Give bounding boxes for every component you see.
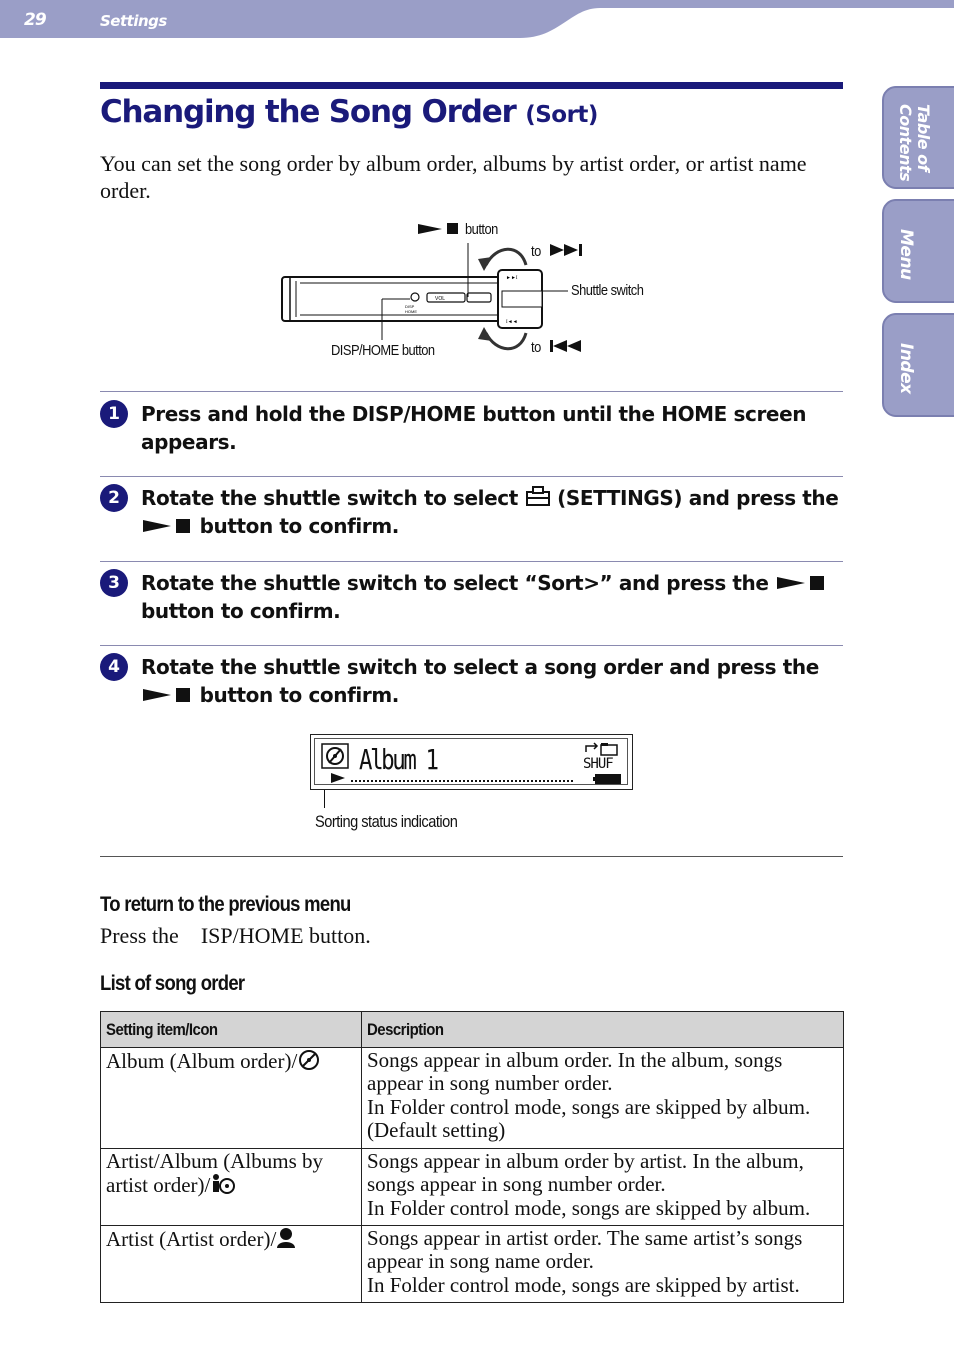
description-line: Songs appear in artist order. The same artist’s songs appear in song name order. xyxy=(367,1225,803,1273)
home-text: HOME xyxy=(405,309,417,314)
return-heading: To return to the previous menu xyxy=(100,893,351,916)
description-cell xyxy=(362,1047,844,1148)
description-line: (Default setting) xyxy=(367,1118,506,1142)
step-divider xyxy=(100,391,843,392)
step-text xyxy=(141,569,843,625)
to-next-label: to xyxy=(531,243,541,260)
return-body: Press the ISP/HOME button. xyxy=(100,923,371,948)
step-divider xyxy=(100,645,843,646)
tab-label: Index xyxy=(896,343,916,394)
description-line: In Folder control mode, songs are skipped by artist. xyxy=(367,1272,800,1297)
step-divider xyxy=(100,561,843,562)
player-display xyxy=(310,734,633,790)
column-header: Description xyxy=(362,1012,844,1048)
tab-label: Menu xyxy=(896,229,916,280)
device-diagram xyxy=(270,215,690,375)
page-number: 29 xyxy=(24,10,46,30)
step-text xyxy=(141,484,843,540)
song-order-table xyxy=(100,1011,844,1303)
table-header-row xyxy=(101,1012,844,1048)
page-title-main: Changing the Song Order xyxy=(100,94,516,130)
section-divider xyxy=(100,856,843,857)
page-title-sub: (Sort) xyxy=(525,102,598,128)
artist-icon xyxy=(276,1227,296,1249)
description-line: In Folder control mode, songs are skipped by album. xyxy=(367,1195,811,1220)
progress-bar xyxy=(331,772,581,784)
to-prev-label: to xyxy=(531,339,541,356)
step-text-a: Rotate the shuttle switch to select “Sort>” and press the xyxy=(141,571,769,595)
description-line: In Folder control mode, songs are skipped by album. xyxy=(367,1094,811,1119)
step-text xyxy=(141,653,843,709)
description-cell xyxy=(362,1225,844,1302)
description-line: Songs appear in album order by artist. In the album, songs appear in song number order. xyxy=(367,1148,804,1196)
disp-home-button-label: DISP/HOME button xyxy=(331,342,435,359)
step-text-c: button to confirm. xyxy=(199,514,399,538)
step-text-a: Rotate the shuttle switch to select a song order and press the xyxy=(141,655,819,679)
setting-item-cell xyxy=(101,1225,362,1302)
album-icon xyxy=(297,1049,321,1071)
shuttle-switch-label: Shuttle switch xyxy=(571,282,644,299)
tab-label: Table of Contents xyxy=(896,104,933,182)
play-stop-icon xyxy=(141,517,193,535)
setting-item-label: Album (Album order)/ xyxy=(106,1048,298,1073)
section-name: Settings xyxy=(100,12,167,30)
step-text-b: button to confirm. xyxy=(141,599,341,623)
step-divider xyxy=(100,476,843,477)
play-stop-button-label: button xyxy=(465,221,498,238)
intro-text: You can set the song order by album order, albums by artist order, or artist name order. xyxy=(100,151,807,203)
artist-album-icon xyxy=(210,1173,236,1195)
display-inner xyxy=(314,738,628,785)
step-text: Press and hold the DISP/HOME button until the HOME screen appears. xyxy=(141,402,807,454)
display-title: Album 1 xyxy=(359,743,437,776)
tab-menu[interactable] xyxy=(882,199,954,303)
table-row xyxy=(101,1047,844,1148)
prev-tiny: I◄◄ xyxy=(506,320,518,325)
step-text-b: button to confirm. xyxy=(199,683,399,707)
play-stop-icon xyxy=(775,574,827,592)
title-rule xyxy=(100,82,843,89)
setting-item-cell xyxy=(101,1047,362,1148)
description-cell xyxy=(362,1148,844,1225)
column-header: Setting item/Icon xyxy=(101,1012,362,1048)
shuffle-indicator: SHUF xyxy=(583,756,613,772)
caption-leader xyxy=(324,790,325,808)
list-heading: List of song order xyxy=(100,972,245,995)
settings-icon xyxy=(525,485,551,507)
table-row xyxy=(101,1148,844,1225)
next-tiny: ►►I xyxy=(506,276,518,281)
step-number: 2 xyxy=(100,484,128,512)
step-number: 1 xyxy=(100,400,128,428)
tab-index[interactable] xyxy=(882,313,954,417)
description-line: Songs appear in album order. In the album, songs appear in song number order. xyxy=(367,1047,783,1095)
step-number: 4 xyxy=(100,653,128,681)
page-title xyxy=(100,94,598,130)
table-row xyxy=(101,1225,844,1302)
tab-table-of-contents[interactable] xyxy=(882,86,954,189)
setting-item-label: Artist (Artist order)/ xyxy=(106,1226,277,1251)
repeat-folder-icon xyxy=(583,742,621,756)
album-sort-icon xyxy=(321,743,349,769)
step-number: 3 xyxy=(100,569,128,597)
setting-item-cell xyxy=(101,1148,362,1225)
step-text-a: Rotate the shuttle switch to select xyxy=(141,486,518,510)
battery-icon xyxy=(593,774,621,784)
vol-text: VOL xyxy=(435,296,446,302)
setting-item-label: Artist/Album (Albums by artist order)/ xyxy=(106,1148,324,1197)
play-stop-icon xyxy=(141,686,193,704)
step-text-b: (SETTINGS) and press the xyxy=(557,486,839,510)
disp-text: DISP xyxy=(405,304,415,309)
display-caption: Sorting status indication xyxy=(315,812,458,831)
